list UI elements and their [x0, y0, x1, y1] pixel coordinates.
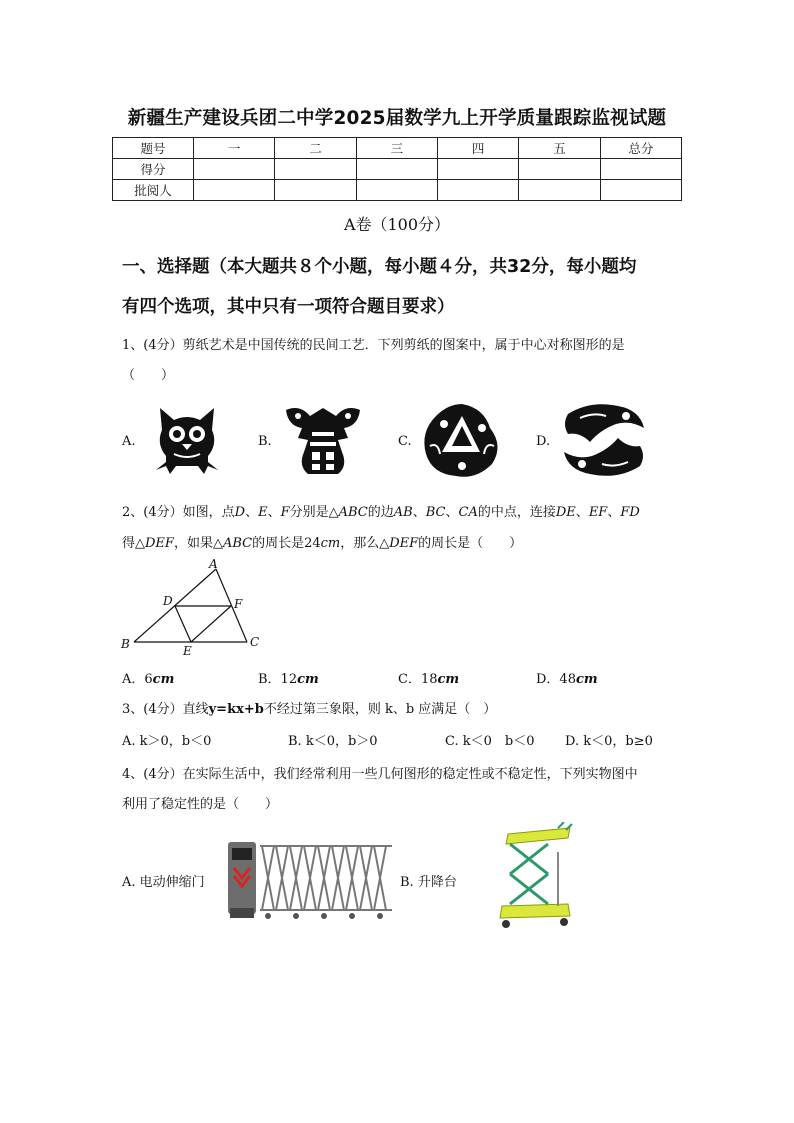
grader-input-cell[interactable]	[600, 180, 681, 201]
question-3-text: 3、(4分）直线y=kx+b不经过第三象限，则 k、b 应满足（ ）	[122, 702, 497, 717]
table-row	[113, 159, 682, 180]
q1-option-c-label[interactable]: C.	[398, 434, 412, 449]
question-2-text-line1: 2、(4分）如图，点D、E、F分别是△ABC的边AB、BC、CA的中点，连接DE、EF、FD	[122, 505, 640, 520]
point-label-d: D	[163, 594, 173, 608]
exam-title: 新疆生产建设兵团二中学2025届数学九上开学质量跟踪监视试题	[127, 108, 667, 129]
point-label-e: E	[183, 644, 192, 658]
score-input-cell[interactable]	[519, 159, 600, 180]
section-heading: A卷（100分）	[343, 215, 451, 234]
part-heading-line1: 一、选择题（本大题共８个小题，每小题４分，共32分，每小题均	[122, 257, 637, 277]
q2-option-c[interactable]: C．18cm	[398, 672, 460, 687]
triple-fish-papercut-icon	[420, 402, 504, 480]
segment-ef	[191, 606, 231, 642]
table-cell: 三	[356, 138, 437, 159]
q3-option-c[interactable]: C. k＜0 b＜0	[445, 734, 535, 749]
q2-option-b[interactable]: B．12cm	[258, 672, 319, 687]
q2-option-a[interactable]: A．6cm	[122, 672, 175, 687]
score-input-cell[interactable]	[356, 159, 437, 180]
score-table	[112, 137, 682, 201]
segment-de	[175, 606, 191, 642]
q3-option-a[interactable]: A. k＞0，b＜0	[122, 734, 212, 749]
vertex-label-b: B	[121, 637, 130, 651]
table-cell: 得分	[113, 159, 194, 180]
vertex-label-a: A	[209, 557, 218, 571]
table-cell: 批阅人	[113, 180, 194, 201]
retractable-gate-icon	[226, 838, 394, 922]
table-cell: 五	[519, 138, 600, 159]
table-cell: 四	[437, 138, 518, 159]
table-cell: 一	[194, 138, 275, 159]
question-1-text: 1、(4分）剪纸艺术是中国传统的民间工艺．下列剪纸的图案中，属于中心对称图形的是	[122, 338, 625, 353]
q4-option-a-label[interactable]: A. 电动伸缩门	[122, 875, 205, 890]
question-1-answer-blank: （ ）	[122, 368, 175, 383]
q1-option-a-label[interactable]: A.	[122, 434, 136, 449]
owl-papercut-icon	[148, 400, 226, 478]
grader-input-cell[interactable]	[194, 180, 275, 201]
q1-option-b-label[interactable]: B.	[258, 434, 272, 449]
scissor-lift-icon	[488, 822, 576, 930]
question-4-text-line1: 4、(4分）在实际生活中，我们经常利用一些几何图形的稳定性或不稳定性，下列实物图中	[122, 767, 638, 782]
double-happiness-papercut-icon	[282, 404, 364, 476]
score-input-cell[interactable]	[275, 159, 356, 180]
q4-option-b-label[interactable]: B. 升降台	[400, 875, 457, 890]
table-row	[113, 180, 682, 201]
grader-input-cell[interactable]	[437, 180, 518, 201]
grader-input-cell[interactable]	[356, 180, 437, 201]
score-input-cell[interactable]	[600, 159, 681, 180]
q3-option-b[interactable]: B. k＜0，b＞0	[288, 734, 378, 749]
q2-option-d[interactable]: D．48cm	[536, 672, 598, 687]
q1-option-d-label[interactable]: D.	[536, 434, 551, 449]
question-2-text-line2: 得△DEF，如果△ABC的周长是24cm，那么△DEF的周长是（ ）	[122, 536, 523, 551]
q3-option-d[interactable]: D. k＜0，b≥0	[565, 734, 653, 749]
question-4-text-line2: 利用了稳定性的是（ ）	[122, 797, 279, 812]
point-label-f: F	[234, 597, 243, 611]
table-cell: 二	[275, 138, 356, 159]
grader-input-cell[interactable]	[519, 180, 600, 201]
part-heading-line2: 有四个选项，其中只有一项符合题目要求）	[122, 297, 455, 317]
twin-fish-papercut-icon	[560, 398, 648, 482]
table-cell: 题号	[113, 138, 194, 159]
vertex-label-c: C	[250, 635, 260, 649]
table-cell: 总分	[600, 138, 681, 159]
grader-input-cell[interactable]	[275, 180, 356, 201]
triangle-figure	[115, 556, 275, 660]
score-input-cell[interactable]	[437, 159, 518, 180]
table-row	[113, 138, 682, 159]
score-input-cell[interactable]	[194, 159, 275, 180]
